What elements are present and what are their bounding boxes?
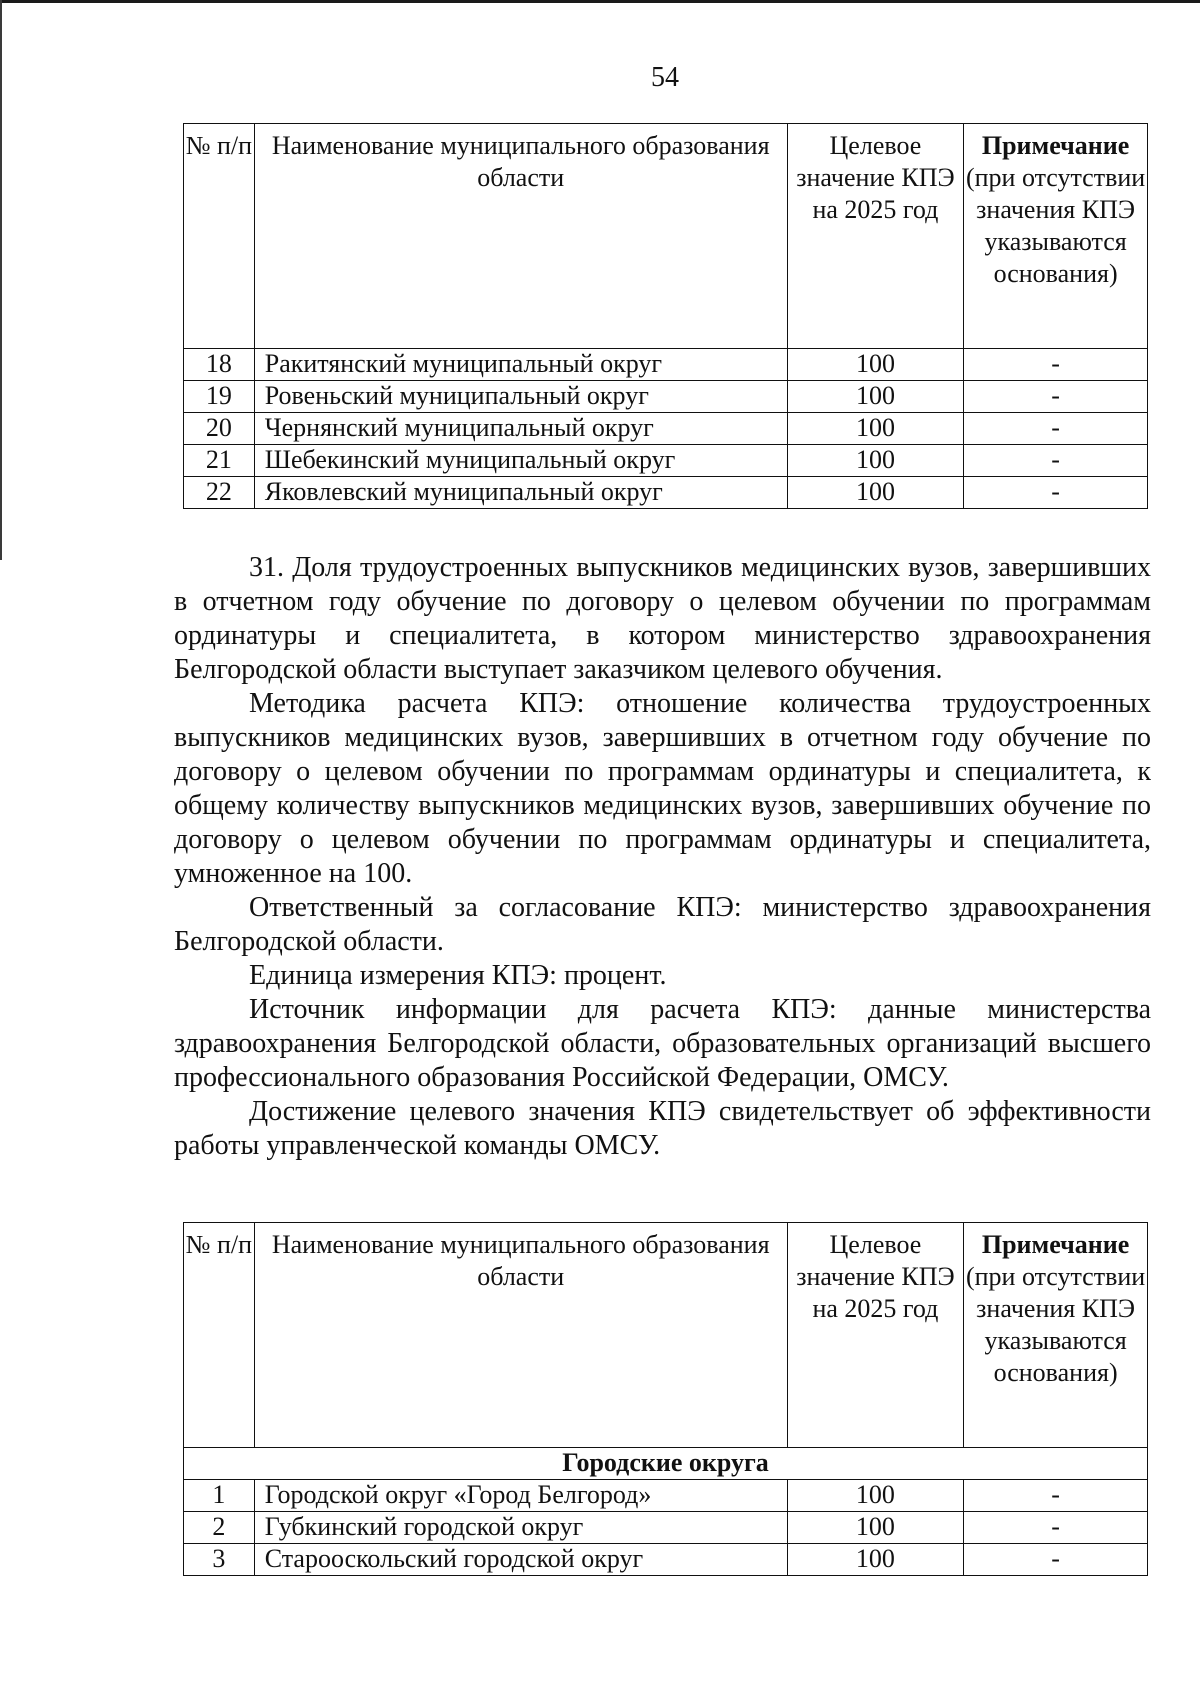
row-note: - bbox=[964, 1544, 1148, 1576]
section-heading: 31. Доля трудоустроенных выпускников медицинских вузов, завершивших в отчетном году обучение по договору о целевом обучении по программам ординатуры и специалитета, в котором министерство здравоохранения Белгородской области выступает заказчиком целевого обучения. bbox=[174, 552, 1151, 685]
section-source: Источник информации для расчета КПЭ: данные министерства здравоохранения Белгородской области, образовательных организаций высшего профессионального образования Российской Федерации, ОМСУ. bbox=[174, 994, 1151, 1093]
row-num: 22 bbox=[184, 477, 255, 509]
col-target-header: Целевое значение КПЭ на 2025 год bbox=[787, 1223, 964, 1448]
col-note-header bbox=[964, 124, 1148, 349]
row-note: - bbox=[964, 413, 1148, 445]
row-num: 2 bbox=[184, 1512, 255, 1544]
col-note-text: (при отсутствии значения КПЭ указываются основания) bbox=[965, 163, 1146, 288]
row-name: Яковлевский муниципальный округ bbox=[254, 477, 787, 509]
scan-top-edge bbox=[0, 0, 1200, 3]
group-row bbox=[184, 1448, 1148, 1480]
row-note: - bbox=[964, 381, 1148, 413]
row-name: Губкинский городской округ bbox=[254, 1512, 787, 1544]
section-method: Методика расчета КПЭ: отношение количества трудоустроенных выпускников медицинских вузов, завершивших в отчетном году обучение по договору о целевом обучении по программам ординатуры и специалитета, к общему количеству выпускников медицинских вузов, завершивших обучение по договору о целевом обучении по программам ординатуры и специалитета, умноженное на 100. bbox=[174, 688, 1151, 889]
col-note-title: Примечание bbox=[981, 131, 1130, 160]
row-value: 100 bbox=[787, 1512, 964, 1544]
table-row bbox=[184, 381, 1148, 413]
table-row bbox=[184, 349, 1148, 381]
row-name: Ровеньский муниципальный округ bbox=[254, 381, 787, 413]
row-note: - bbox=[964, 1512, 1148, 1544]
row-name: Старооскольский городской округ bbox=[254, 1544, 787, 1576]
row-value: 100 bbox=[787, 1544, 964, 1576]
row-value: 100 bbox=[787, 413, 964, 445]
section-responsible: Ответственный за согласование КПЭ: министерство здравоохранения Белгородской области. bbox=[174, 892, 1151, 957]
table-row bbox=[184, 1512, 1148, 1544]
table-header-row bbox=[184, 1223, 1148, 1448]
col-name-header: Наименование муниципального образования области bbox=[254, 124, 787, 349]
row-value: 100 bbox=[787, 477, 964, 509]
row-note: - bbox=[964, 349, 1148, 381]
table-row bbox=[184, 1480, 1148, 1512]
table-row bbox=[184, 477, 1148, 509]
row-note: - bbox=[964, 445, 1148, 477]
col-num-header: № п/п bbox=[184, 1223, 255, 1448]
row-note: - bbox=[964, 1480, 1148, 1512]
row-value: 100 bbox=[787, 1480, 964, 1512]
kpe-table-1 bbox=[183, 123, 1148, 509]
row-note: - bbox=[964, 477, 1148, 509]
row-name: Чернянский муниципальный округ bbox=[254, 413, 787, 445]
page-number: 54 bbox=[651, 62, 679, 93]
section-achievement: Достижение целевого значения КПЭ свидетельствует об эффективности работы управленческой команды ОМСУ. bbox=[174, 1096, 1151, 1161]
col-note-text: (при отсутствии значения КПЭ указываются основания) bbox=[965, 1262, 1146, 1387]
kpe-section-31 bbox=[174, 551, 1151, 1163]
row-num: 3 bbox=[184, 1544, 255, 1576]
row-value: 100 bbox=[787, 445, 964, 477]
col-target-header: Целевое значение КПЭ на 2025 год bbox=[787, 124, 964, 349]
group-label: Городские округа bbox=[184, 1448, 1148, 1480]
row-num: 19 bbox=[184, 381, 255, 413]
row-num: 18 bbox=[184, 349, 255, 381]
table-row bbox=[184, 445, 1148, 477]
col-note-title: Примечание bbox=[981, 1230, 1130, 1259]
row-name: Шебекинский муниципальный округ bbox=[254, 445, 787, 477]
row-num: 1 bbox=[184, 1480, 255, 1512]
kpe-table-2 bbox=[183, 1222, 1148, 1576]
row-name: Ракитянский муниципальный округ bbox=[254, 349, 787, 381]
row-value: 100 bbox=[787, 381, 964, 413]
col-name-header: Наименование муниципального образования области bbox=[254, 1223, 787, 1448]
row-num: 20 bbox=[184, 413, 255, 445]
section-unit: Единица измерения КПЭ: процент. bbox=[249, 960, 667, 991]
row-num: 21 bbox=[184, 445, 255, 477]
col-note-header bbox=[964, 1223, 1148, 1448]
row-value: 100 bbox=[787, 349, 964, 381]
table-row bbox=[184, 1544, 1148, 1576]
row-name: Городской округ «Город Белгород» bbox=[254, 1480, 787, 1512]
table-row bbox=[184, 413, 1148, 445]
table-header-row bbox=[184, 124, 1148, 349]
col-num-header: № п/п bbox=[184, 124, 255, 349]
